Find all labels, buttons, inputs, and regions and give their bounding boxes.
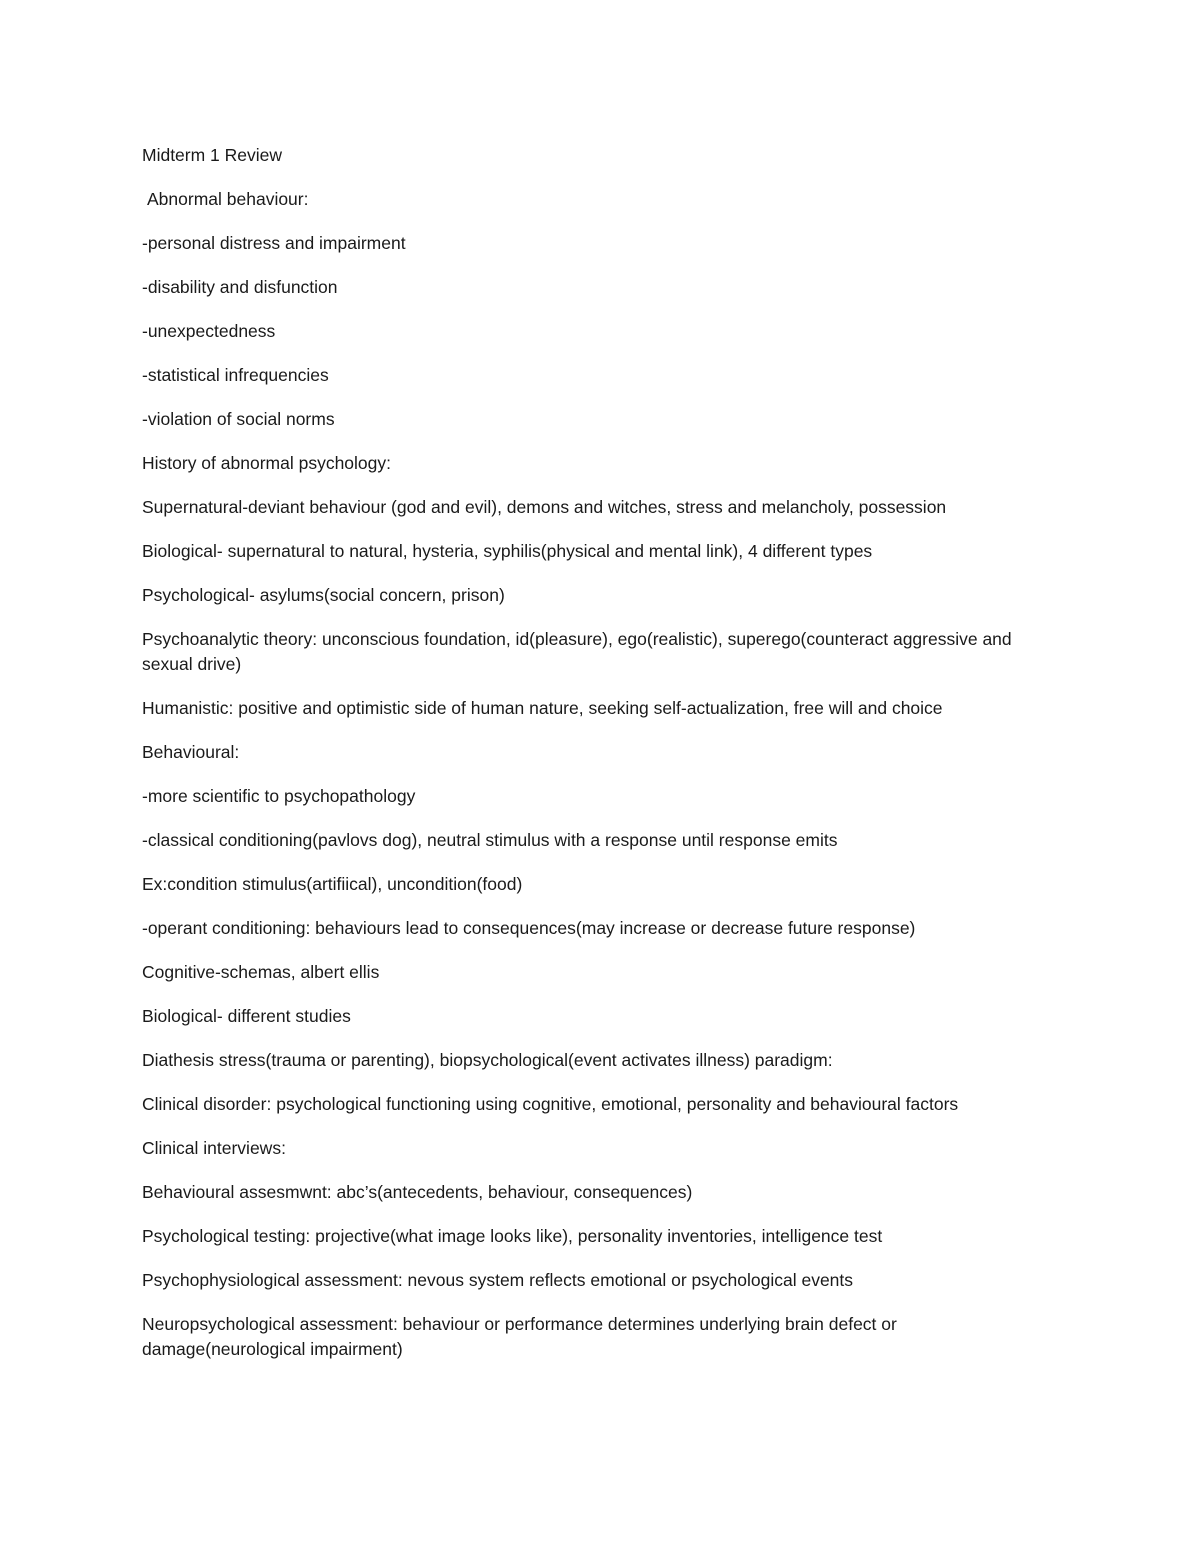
paragraph: Psychoanalytic theory: unconscious foundation, id(pleasure), ego(realistic), superego(counteract aggressive and sexual drive) bbox=[142, 629, 1012, 674]
section-heading-behavioural: Behavioural: bbox=[142, 742, 240, 762]
paragraph: Cognitive-schemas, albert ellis bbox=[142, 962, 380, 982]
paragraph: Ex:condition stimulus(artifiical), uncondition(food) bbox=[142, 874, 523, 894]
paragraph: Neuropsychological assessment: behaviour or performance determines underlying brain defect or damage(neurological impairment) bbox=[142, 1314, 897, 1359]
paragraph: Behavioural assesmwnt: abc’s(antecedents, behaviour, consequences) bbox=[142, 1182, 693, 1202]
section-heading-clinical-interviews: Clinical interviews: bbox=[142, 1138, 286, 1158]
paragraph: Biological- supernatural to natural, hysteria, syphilis(physical and mental link), 4 different types bbox=[142, 541, 873, 561]
list-item: -operant conditioning: behaviours lead to consequences(may increase or decrease future response) bbox=[142, 918, 916, 938]
list-item: -disability and disfunction bbox=[142, 277, 338, 297]
section-heading-history: History of abnormal psychology: bbox=[142, 453, 391, 473]
paragraph: Biological- different studies bbox=[142, 1006, 351, 1026]
paragraph: Supernatural-deviant behaviour (god and evil), demons and witches, stress and melancholy, possession bbox=[142, 497, 947, 517]
section-heading-abnormal-behaviour: Abnormal behaviour: bbox=[147, 189, 309, 209]
paragraph: Humanistic: positive and optimistic side of human nature, seeking self-actualization, free will and choice bbox=[142, 698, 943, 718]
paragraph: Psychological testing: projective(what image looks like), personality inventories, intelligence test bbox=[142, 1226, 883, 1246]
list-item: -statistical infrequencies bbox=[142, 365, 329, 385]
list-item: -unexpectedness bbox=[142, 321, 276, 341]
paragraph: Psychophysiological assessment: nevous system reflects emotional or psychological events bbox=[142, 1270, 854, 1290]
document-body bbox=[142, 143, 1062, 1381]
list-item: -classical conditioning(pavlovs dog), neutral stimulus with a response until response emits bbox=[142, 830, 838, 850]
document-title: Midterm 1 Review bbox=[142, 145, 283, 165]
paragraph: Diathesis stress(trauma or parenting), biopsychological(event activates illness) paradigm: bbox=[142, 1050, 833, 1070]
list-item: -more scientific to psychopathology bbox=[142, 786, 416, 806]
paragraph: Clinical disorder: psychological functioning using cognitive, emotional, personality and behavioural factors bbox=[142, 1094, 959, 1114]
list-item: -personal distress and impairment bbox=[142, 233, 406, 253]
paragraph: Psychological- asylums(social concern, prison) bbox=[142, 585, 505, 605]
list-item: -violation of social norms bbox=[142, 409, 335, 429]
